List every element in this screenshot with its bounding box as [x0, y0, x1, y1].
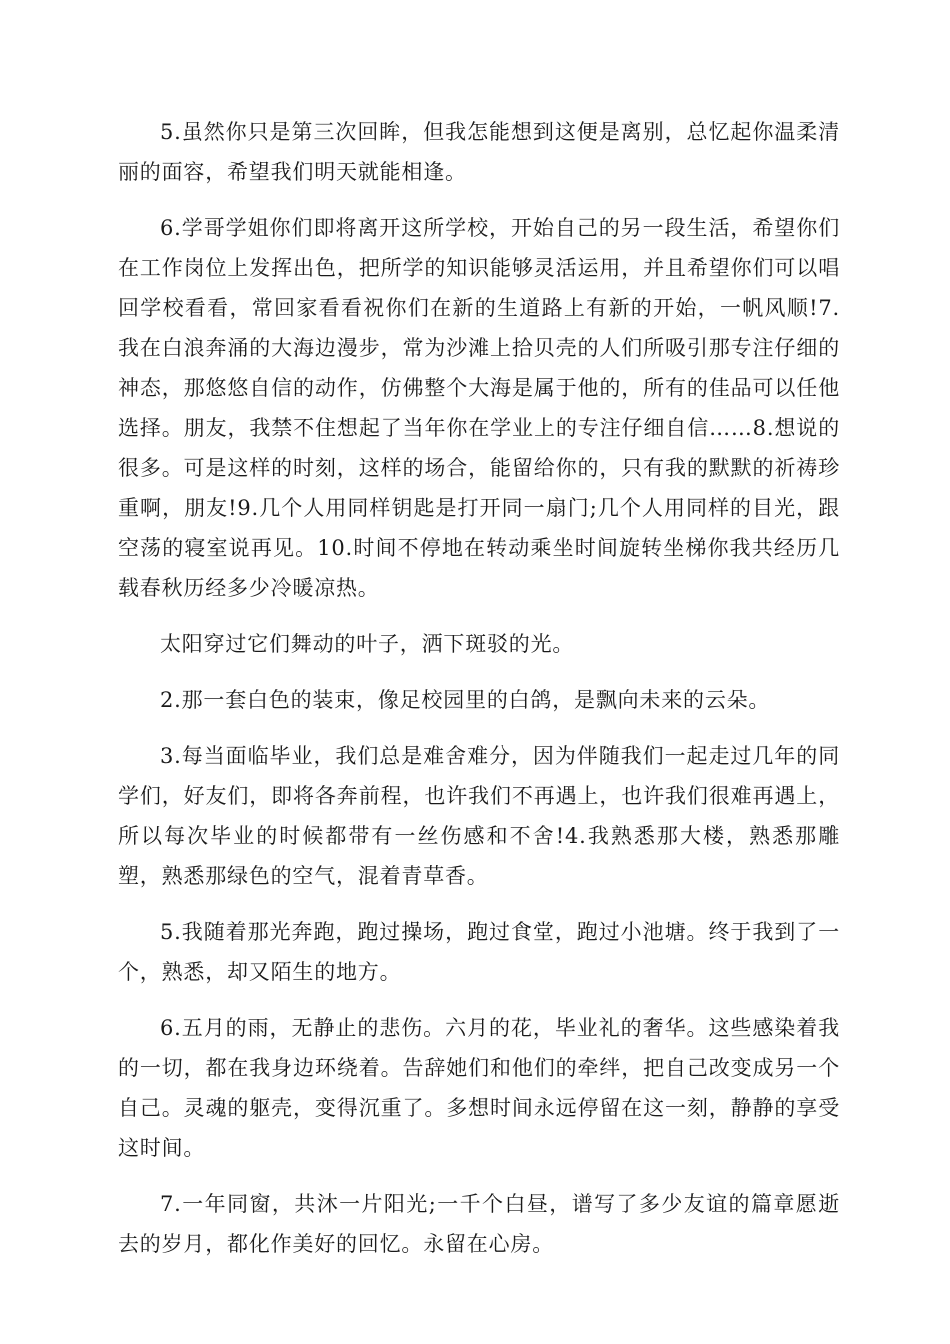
paragraph: 5.虽然你只是第三次回眸，但我怎能想到这便是离别，总忆起你温柔清丽的面容，希望我们明天就能相逢。: [118, 120, 840, 184]
document-body: [118, 112, 840, 1280]
paragraph: 6.学哥学姐你们即将离开这所学校，开始自己的另一段生活，希望你们在工作岗位上发挥出色，把所学的知识能够灵活运用，并且希望你们可以唱回学校看看，常回家看看祝你们在新的生道路上有新的开始，一帆风顺!7.我在白浪奔涌的大海边漫步，常为沙滩上拾贝壳的人们所吸引那专注仔细的神态，那悠悠自信的动作，仿佛整个大海是属于他的，所有的佳品可以任他选择。朋友，我禁不住想起了当年你在学业上的专注仔细自信……8.想说的很多。可是这样的时刻，这样的场合，能留给你的，只有我的默默的祈祷珍重啊，朋友!9.几个人用同样钥匙是打开同一扇门;几个人用同样的目光，跟空荡的寝室说再见。10.时间不停地在转动乘坐时间旋转坐梯你我共经历几载春秋历经多少冷暖凉热。: [118, 216, 840, 600]
paragraph: 7.一年同窗，共沐一片阳光;一千个白昼，谱写了多少友谊的篇章愿逝去的岁月，都化作美好的回忆。永留在心房。: [118, 1192, 840, 1256]
paragraph: 3.每当面临毕业，我们总是难舍难分，因为伴随我们一起走过几年的同学们，好友们，即将各奔前程，也许我们不再遇上，也许我们很难再遇上，所以每次毕业的时候都带有一丝伤感和不舍!4.我熟悉那大楼，熟悉那雕塑，熟悉那绿色的空气，混着青草香。: [118, 744, 840, 888]
paragraph: 6.五月的雨，无静止的悲伤。六月的花，毕业礼的奢华。这些感染着我的一切，都在我身边环绕着。告辞她们和他们的牵绊，把自己改变成另一个自己。灵魂的躯壳，变得沉重了。多想时间永远停留在这一刻，静静的享受这时间。: [118, 1016, 840, 1160]
paragraph: 太阳穿过它们舞动的叶子，洒下斑驳的光。: [160, 632, 575, 656]
paragraph: 2.那一套白色的装束，像足校园里的白鸽，是飘向未来的云朵。: [160, 688, 771, 712]
paragraph: 5.我随着那光奔跑，跑过操场，跑过食堂，跑过小池塘。终于我到了一个，熟悉，却又陌生的地方。: [118, 920, 840, 984]
